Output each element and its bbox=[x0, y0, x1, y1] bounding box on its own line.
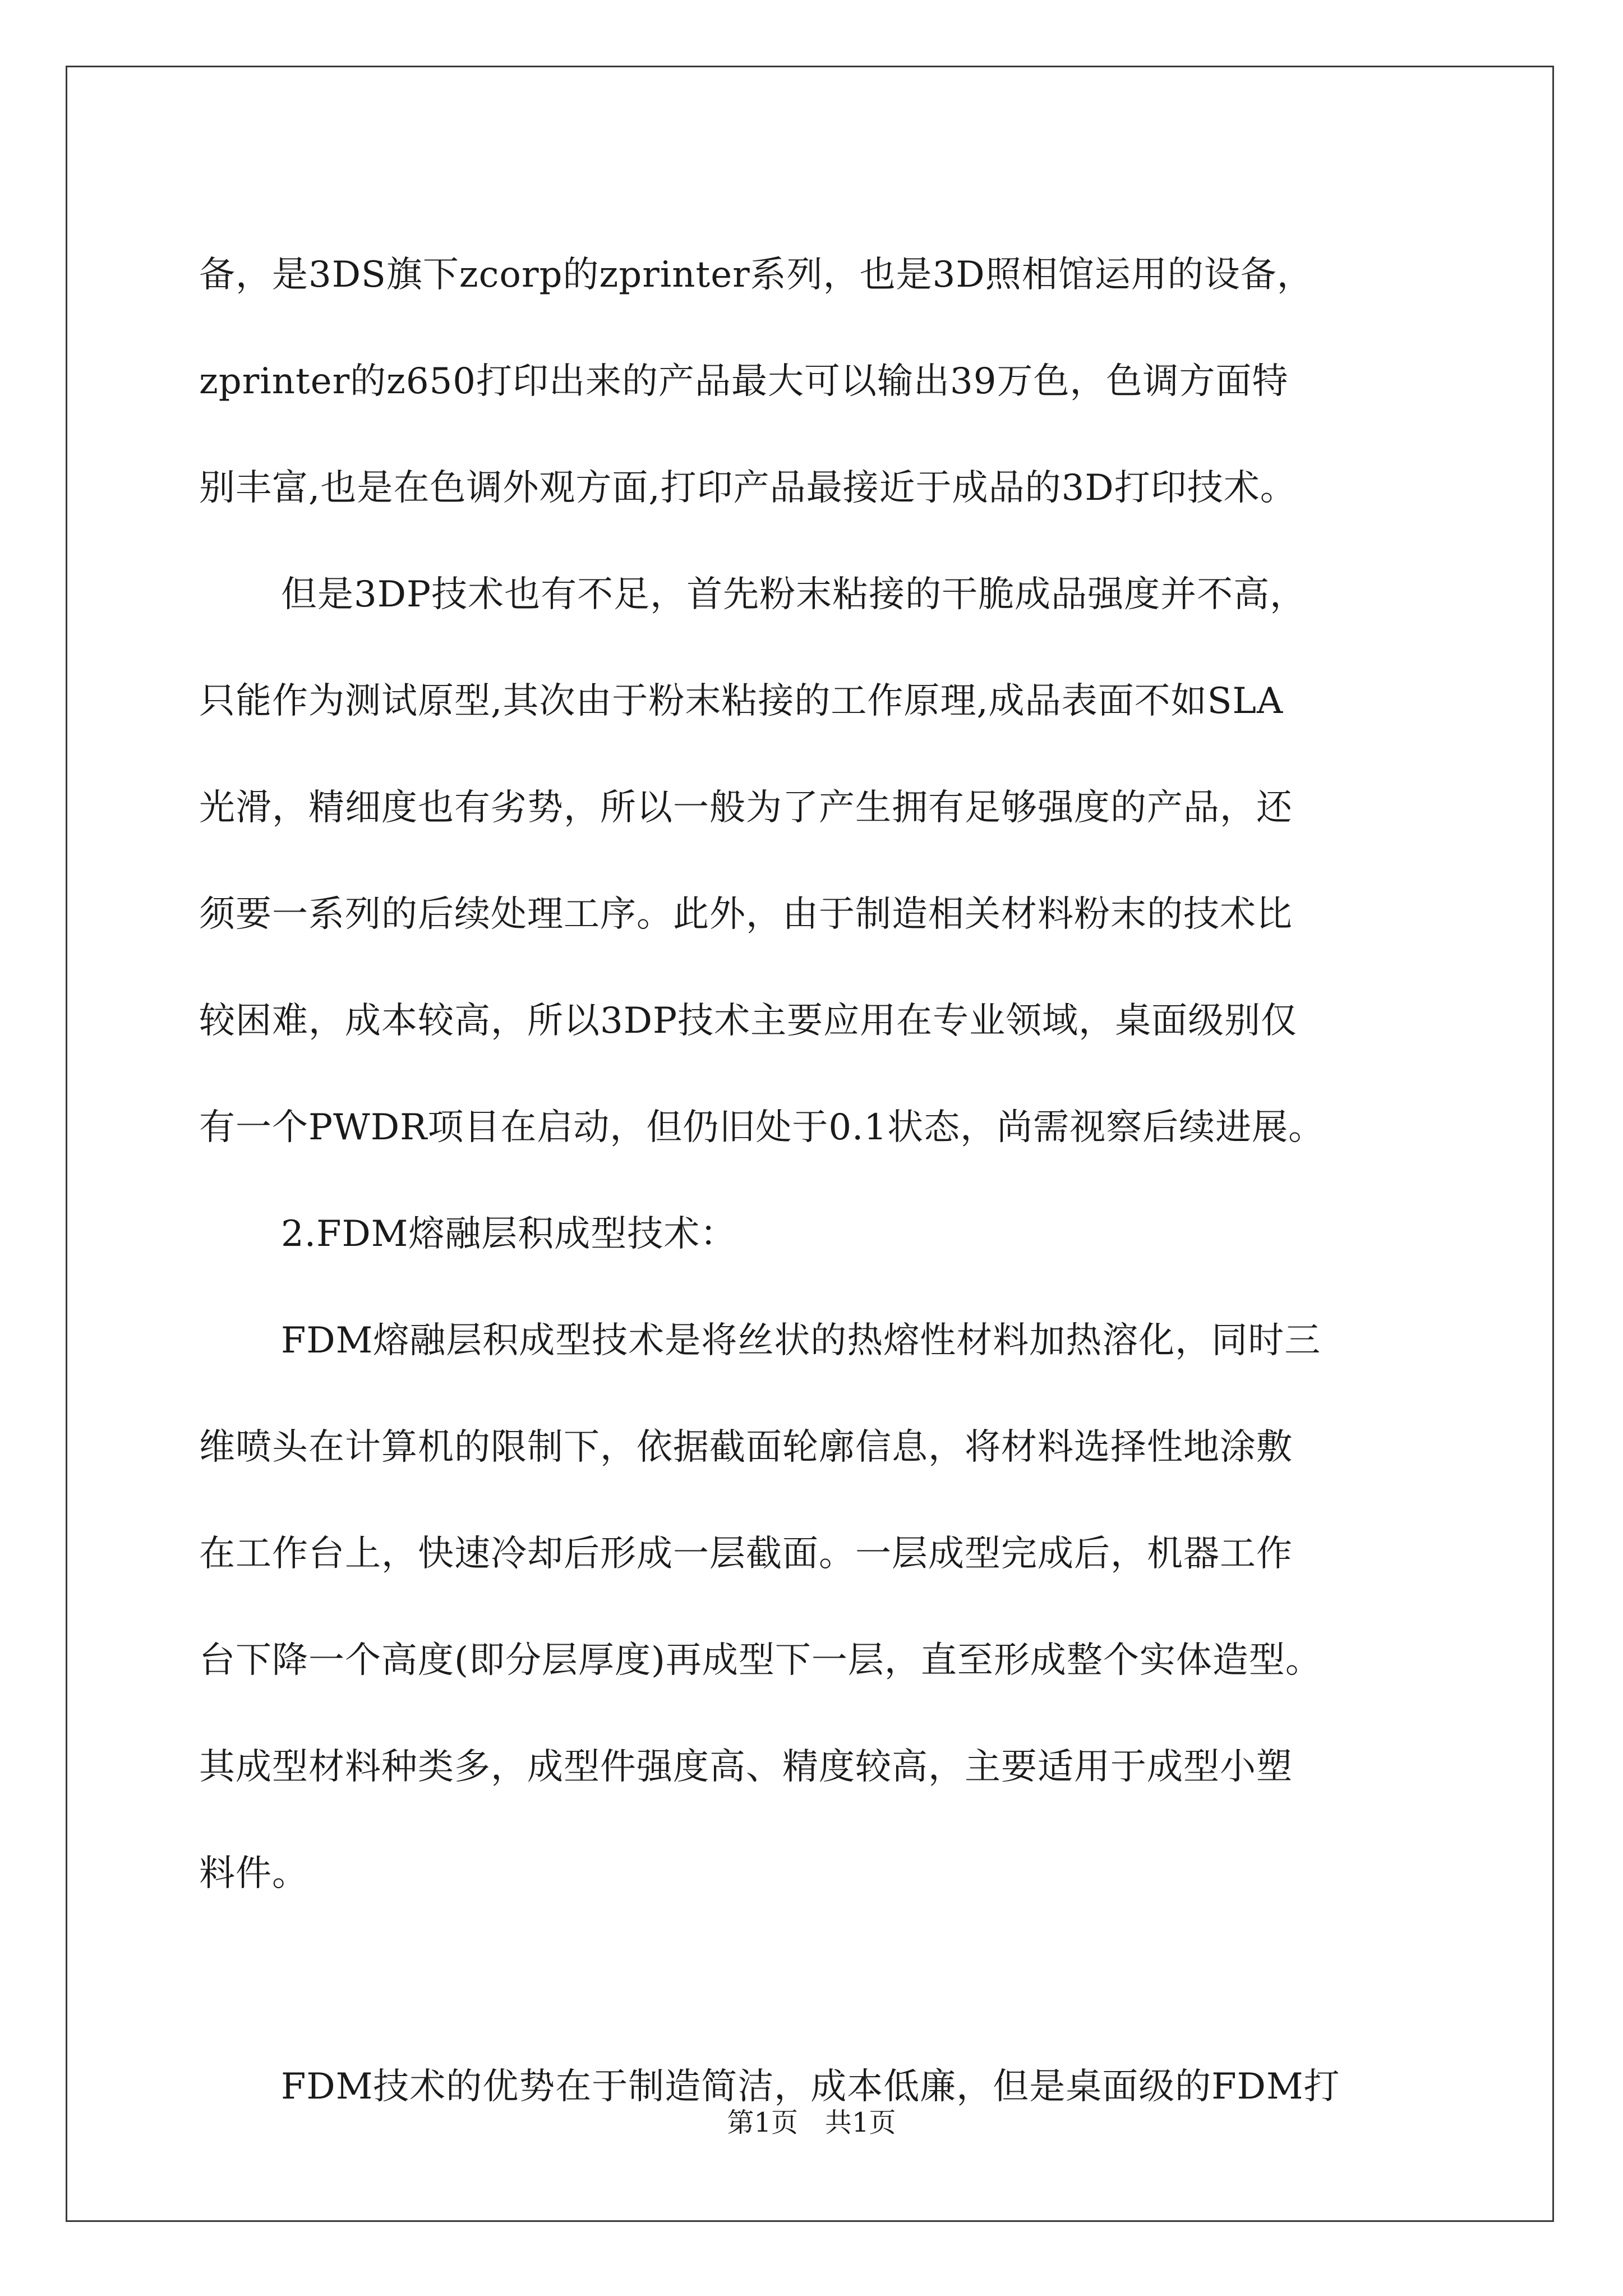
page-number-footer: 第1页 共1页 bbox=[727, 2107, 896, 2138]
text-line: 只能作为测试原型,其次由于粉末粘接的工作原理,成品表面不如SLA bbox=[199, 680, 1284, 722]
section-heading: 2.FDM熔融层积成型技术： bbox=[281, 1213, 737, 1255]
text-line: 别丰富,也是在色调外观方面,打印产品最接近于成品的3D打印技术。 bbox=[199, 467, 1297, 509]
text-line: 台下降一个高度(即分层厚度)再成型下一层，直至形成整个实体造型。 bbox=[199, 1640, 1322, 1681]
text-line: 备，是3DS旗下zcorp的zprinter系列，也是3D照相馆运用的设备， bbox=[199, 254, 1313, 296]
paragraph-start-line: FDM技术的优势在于制造简洁，成本低廉，但是桌面级的FDM打 bbox=[281, 2066, 1340, 2108]
text-line: 在工作台上，快速冷却后形成一层截面。一层成型完成后，机器工作 bbox=[199, 1533, 1293, 1575]
paragraph-start-line: FDM熔融层积成型技术是将丝状的热熔性材料加热溶化，同时三 bbox=[281, 1320, 1321, 1361]
paragraph-start-line: 但是3DP技术也有不足，首先粉末粘接的干脆成品强度并不高， bbox=[281, 574, 1307, 615]
text-line: zprinter的z650打印出来的产品最大可以输出39万色，色调方面特 bbox=[199, 361, 1289, 402]
text-line: 有一个PWDR项目在启动，但仍旧处于0.1状态，尚需视察后续进展。 bbox=[199, 1107, 1325, 1148]
text-line: 须要一系列的后续处理工序。此外，由于制造相关材料粉末的技术比 bbox=[199, 894, 1293, 935]
document-body bbox=[199, 222, 1433, 2140]
text-line: 光滑，精细度也有劣势，所以一般为了产生拥有足够强度的产品，还 bbox=[199, 787, 1293, 829]
text-line: 料件。 bbox=[199, 1853, 308, 1894]
paragraph-gap bbox=[199, 1927, 1433, 2033]
text-line: 其成型材料种类多，成型件强度高、精度较高，主要适用于成型小塑 bbox=[199, 1746, 1293, 1788]
text-line: 维喷头在计算机的限制下，依据截面轮廓信息，将材料选择性地涂敷 bbox=[199, 1427, 1293, 1468]
text-line: 较困难，成本较高，所以3DP技术主要应用在专业领域，桌面级别仅 bbox=[199, 1000, 1298, 1042]
